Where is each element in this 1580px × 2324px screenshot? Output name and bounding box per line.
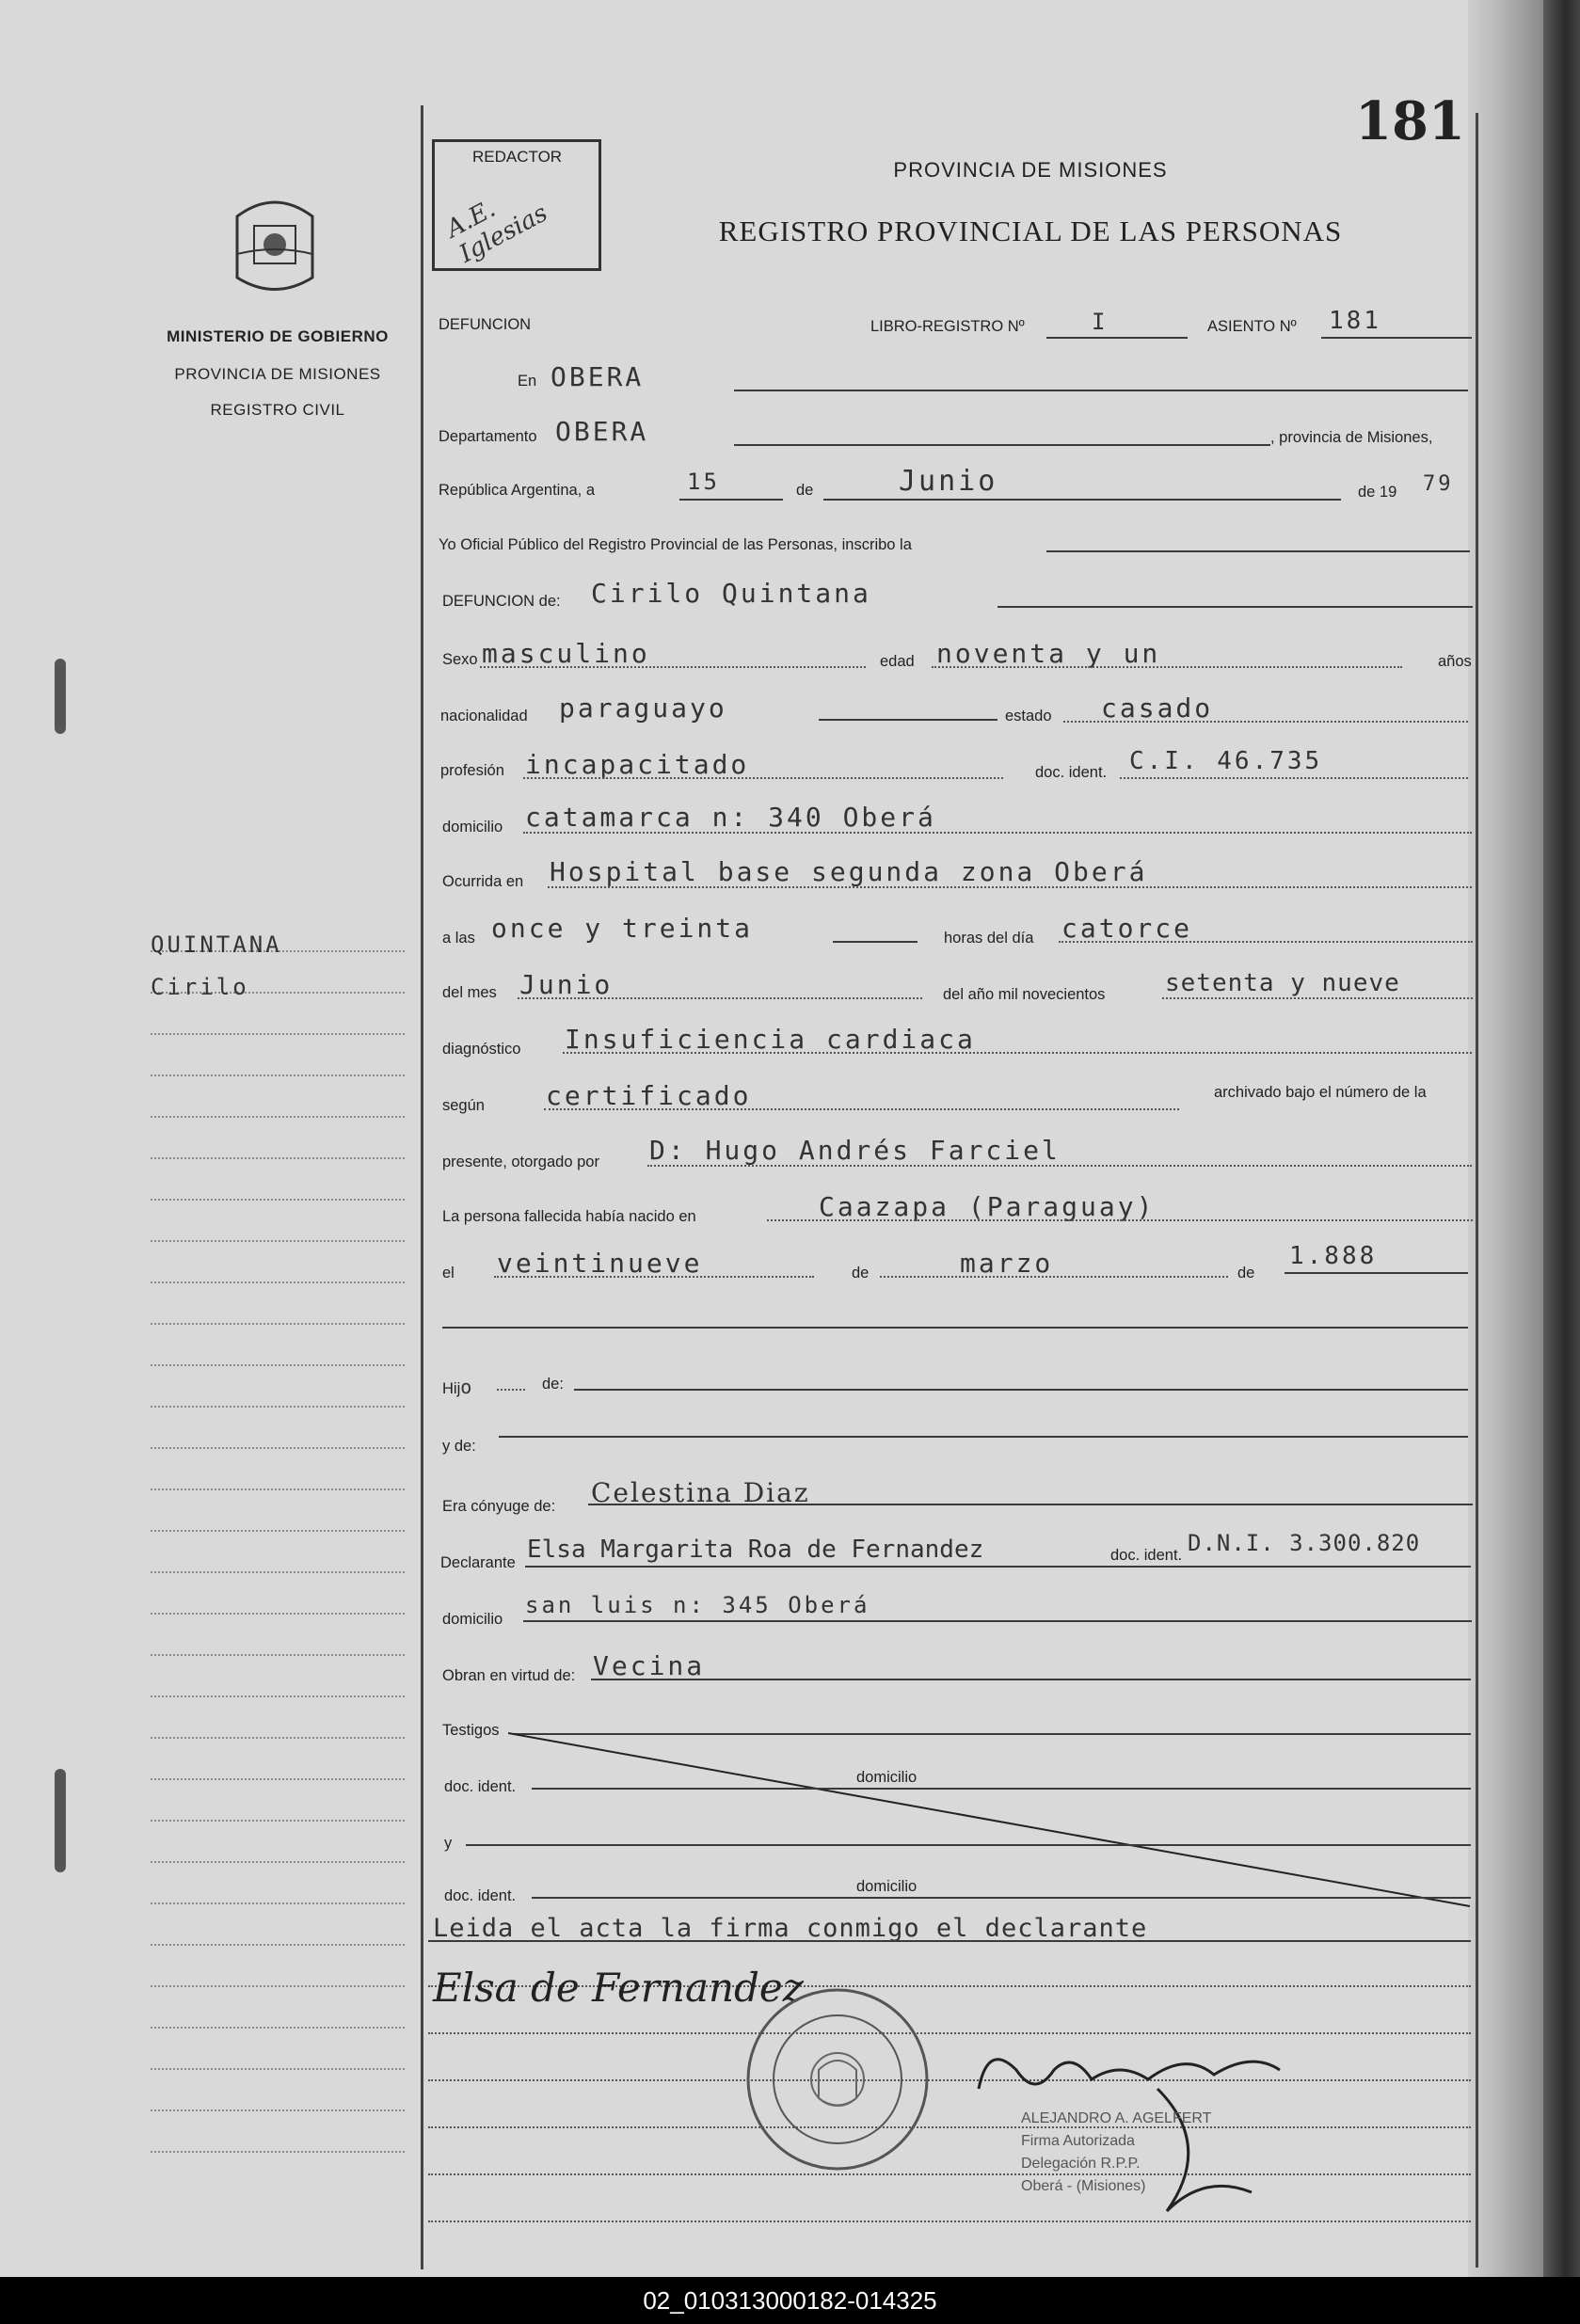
ocurrida-value: Hospital base segunda zona Oberá (550, 856, 1148, 887)
testigo-doc-line (532, 1788, 1471, 1790)
redactor-label: REDACTOR (472, 148, 563, 166)
y-label: y (444, 1835, 453, 1852)
obran-value: Vecina (593, 1650, 706, 1681)
official-name: ALEJANDRO A. AGELFERT (1021, 2110, 1212, 2126)
del-ano-label: del año mil novecientos (943, 986, 1106, 1003)
declarante-doc-value: D.N.I. 3.300.820 (1188, 1530, 1421, 1556)
de-label-2: de (852, 1265, 870, 1281)
domicilio-2-line (523, 1620, 1472, 1622)
margin-ruled-line (151, 1902, 405, 1904)
margin-ruled-line (151, 1944, 405, 1946)
y-de-line (499, 1436, 1468, 1438)
asiento-line (1321, 337, 1472, 339)
civil-registry-heading: REGISTRO CIVIL (210, 401, 345, 419)
en-value: OBERA (551, 361, 645, 392)
nacionalidad-line (819, 719, 997, 721)
obran-line (591, 1679, 1471, 1680)
segun-label: según (442, 1097, 485, 1114)
en-line (734, 390, 1468, 391)
profesion-value: incapacitado (525, 749, 750, 780)
column-divider (421, 105, 423, 2269)
margin-ruled-line (151, 1199, 405, 1201)
a-las-label: a las (442, 930, 475, 947)
testigo-dom-label: domicilio (856, 1769, 918, 1786)
month-value: Junio (899, 465, 998, 498)
margin-ruled-line (151, 1737, 405, 1739)
bottom-ruled-line (428, 2173, 1471, 2175)
margin-surname: QUINTANA (151, 931, 282, 958)
binding-stitch (55, 1769, 66, 1872)
y-line (466, 1844, 1471, 1846)
closing-statement: Leida el acta la firma conmigo el declarante (433, 1914, 1148, 1943)
conyuge-line (588, 1504, 1473, 1505)
bottom-ruled-line (428, 2032, 1471, 2034)
diagnostico-label: diagnóstico (442, 1041, 521, 1058)
closing-line (428, 1940, 1471, 1942)
redactor-box (432, 139, 601, 271)
margin-ruled-line (151, 2068, 405, 2070)
record-type: DEFUNCION (439, 316, 532, 333)
ano-value: setenta y nueve (1165, 969, 1400, 997)
asiento-value: 181 (1329, 307, 1381, 335)
hijo-de-label: de: (542, 1376, 564, 1393)
registry-seal (743, 1985, 932, 2173)
nac-month-line (880, 1276, 1228, 1278)
republica-label: República Argentina, a (439, 482, 596, 499)
margin-ruled-line (151, 1985, 405, 1987)
margin-ruled-line (151, 1281, 405, 1283)
y-de-label: y de: (442, 1438, 476, 1455)
estado-label: estado (1005, 708, 1052, 724)
image-caption: 02_010313000182-014325 (0, 2277, 1580, 2324)
defuncion-de-value: Cirilo Quintana (591, 578, 871, 609)
doc-ident-label: doc. ident. (1035, 764, 1108, 781)
hijo-dots (497, 1389, 525, 1391)
de-year-label: de 19 (1358, 484, 1397, 501)
profesion-line (523, 777, 1003, 779)
domicilio-value: catamarca n: 340 Oberá (525, 802, 936, 833)
right-border (1476, 113, 1478, 2268)
segun-line (544, 1108, 1179, 1110)
sexo-value: masculino (482, 638, 650, 669)
el-value: veintinueve (497, 1248, 703, 1279)
nacido-label: La persona fallecida había nacido en (442, 1208, 696, 1225)
declarante-label: Declarante (440, 1554, 516, 1571)
bottom-ruled-line (428, 2126, 1471, 2128)
de-label-3: de (1237, 1265, 1255, 1281)
dia-line (1059, 941, 1473, 943)
day-line (679, 499, 783, 501)
margin-ruled-line (151, 1820, 405, 1822)
margin-ruled-line (151, 1571, 405, 1573)
conyuge-value: Celestina Diaz (591, 1477, 810, 1508)
presente-label: presente, otorgado por (442, 1154, 599, 1170)
page-number: 181 (1355, 90, 1465, 152)
province-heading: PROVINCIA DE MISIONES (174, 365, 381, 383)
binder-edge (1543, 0, 1580, 2277)
binding-stitch (55, 659, 66, 734)
margin-ruled-line (151, 1695, 405, 1697)
conyuge-label: Era cónyuge de: (442, 1498, 556, 1515)
de-label: de (796, 482, 814, 499)
libro-line (1046, 337, 1188, 339)
nac-year-value: 1.888 (1289, 1242, 1378, 1270)
doc-ident-value: C.I. 46.735 (1129, 747, 1323, 775)
declarant-signature: Elsa de Fernandez (433, 1965, 804, 2011)
nacionalidad-value: paraguayo (559, 692, 727, 724)
month-line (823, 499, 1341, 501)
asiento-label: ASIENTO Nº (1207, 318, 1297, 335)
coat-of-arms-icon (218, 188, 331, 301)
margin-ruled-line (151, 1406, 405, 1408)
estado-line (1063, 721, 1468, 723)
margin-ruled-line (151, 1116, 405, 1118)
margin-ruled-line (151, 2027, 405, 2029)
hijo-prefix: Hij (442, 1380, 461, 1397)
en-label: En (518, 373, 537, 390)
anos-label: años (1438, 653, 1472, 670)
defuncion-de-line (997, 606, 1473, 608)
margin-ruled-line (151, 1074, 405, 1076)
margin-given-name: Cirilo (151, 974, 249, 1000)
official-office: Delegación R.P.P. (1021, 2156, 1141, 2172)
libro-value: I (1092, 309, 1109, 335)
hijo-label (442, 1376, 474, 1398)
provincia-suffix: , provincia de Misiones, (1270, 429, 1433, 446)
archivado-label: archivado bajo el número de la (1214, 1084, 1427, 1101)
estado-value: casado (1101, 692, 1214, 724)
domicilio-2-label: domicilio (442, 1611, 503, 1628)
margin-ruled-line (151, 1488, 405, 1490)
official-stamp-text (1021, 2108, 1211, 2198)
domicilio-line (523, 832, 1472, 834)
official-city: Oberá - (Misiones) (1021, 2178, 1146, 2194)
testigo-2-doc-label: doc. ident. (444, 1887, 517, 1904)
redactor-signature: A.E. Iglesias (441, 195, 552, 269)
el-label: el (442, 1265, 455, 1281)
ocurrida-line (548, 886, 1472, 888)
oficial-text: Yo Oficial Público del Registro Provincial de las Personas, inscribo la (439, 536, 912, 553)
edad-value: noventa y un (936, 638, 1161, 669)
domicilio-label: domicilio (442, 819, 503, 836)
nac-year-line (1285, 1272, 1468, 1274)
mes-value: Junio (519, 969, 614, 1000)
declarante-line (525, 1566, 1471, 1568)
testigo-doc-label: doc. ident. (444, 1778, 517, 1795)
presente-value: D: Hugo Andrés Farciel (649, 1135, 1061, 1166)
ocurrida-label: Ocurrida en (442, 873, 524, 890)
bottom-ruled-line (428, 2079, 1471, 2081)
margin-ruled-line (151, 1654, 405, 1656)
cancel-diagonal-line (508, 1729, 1473, 1908)
obran-label: Obran en virtud de: (442, 1667, 576, 1684)
hijo-suffix: o (460, 1376, 475, 1398)
nacionalidad-label: nacionalidad (440, 708, 528, 724)
testigos-label: Testigos (442, 1722, 500, 1739)
edad-label: edad (880, 653, 915, 670)
margin-ruled-line (151, 1861, 405, 1863)
margin-ruled-line (151, 1778, 405, 1780)
official-role: Firma Autorizada (1021, 2133, 1135, 2149)
year-value: 79 (1423, 472, 1454, 496)
hijo-de-line (574, 1389, 1468, 1391)
margin-ruled-line (151, 1033, 405, 1035)
margin-ruled-line (151, 1323, 405, 1325)
departamento-label: Departamento (439, 428, 537, 445)
sexo-label: Sexo (442, 651, 478, 668)
edad-line (932, 666, 1402, 668)
nacido-value: Caazapa (Paraguay) (819, 1191, 1156, 1222)
profesion-label: profesión (440, 762, 504, 779)
nac-month-value: marzo (960, 1248, 1054, 1279)
a-las-line (833, 941, 918, 943)
declarante-doc-label: doc. ident. (1110, 1547, 1183, 1564)
page-spine (1468, 0, 1543, 2277)
margin-ruled-line (151, 1613, 405, 1615)
province-title: PROVINCIA DE MISIONES (893, 158, 1168, 182)
margin-ruled-line (151, 1157, 405, 1159)
sexo-line (480, 666, 866, 668)
a-las-value: once y treinta (491, 913, 754, 944)
del-mes-label: del mes (442, 984, 497, 1001)
domicilio-2-value: san luis n: 345 Oberá (525, 1592, 870, 1618)
nacido-line (767, 1219, 1473, 1221)
defuncion-de-label: DEFUNCION de: (442, 593, 561, 610)
oficial-line (1046, 550, 1470, 552)
dia-value: catorce (1061, 913, 1193, 944)
margin-ruled-line (151, 1530, 405, 1532)
ano-line (1162, 997, 1473, 999)
bottom-ruled-line (428, 2221, 1471, 2222)
diagnostico-value: Insuficiencia cardiaca (565, 1024, 976, 1055)
testigo-2-doc-line (532, 1897, 1471, 1899)
registry-title: REGISTRO PROVINCIAL DE LAS PERSONAS (718, 215, 1343, 247)
doc-ident-line (1120, 777, 1468, 779)
declarante-value: Elsa Margarita Roa de Fernandez (527, 1536, 984, 1564)
day-value: 15 (687, 469, 720, 495)
mes-line (518, 997, 922, 999)
margin-ruled-line (151, 1364, 405, 1366)
el-line (494, 1276, 814, 1278)
margin-ruled-line (151, 1447, 405, 1449)
testigo-2-dom-label: domicilio (856, 1878, 918, 1895)
departamento-value: OBERA (555, 416, 649, 447)
blank-line (442, 1327, 1468, 1329)
margin-ruled-line (151, 2151, 405, 2153)
margin-ruled-line (151, 1240, 405, 1242)
departamento-line (734, 444, 1270, 446)
segun-value: certificado (546, 1080, 752, 1111)
diagnostico-line (563, 1052, 1472, 1054)
ministry-heading: MINISTERIO DE GOBIERNO (167, 327, 389, 345)
libro-label: LIBRO-REGISTRO Nº (870, 318, 1025, 335)
horas-label: horas del día (944, 930, 1034, 947)
margin-ruled-line (151, 2109, 405, 2111)
presente-line (647, 1165, 1472, 1167)
